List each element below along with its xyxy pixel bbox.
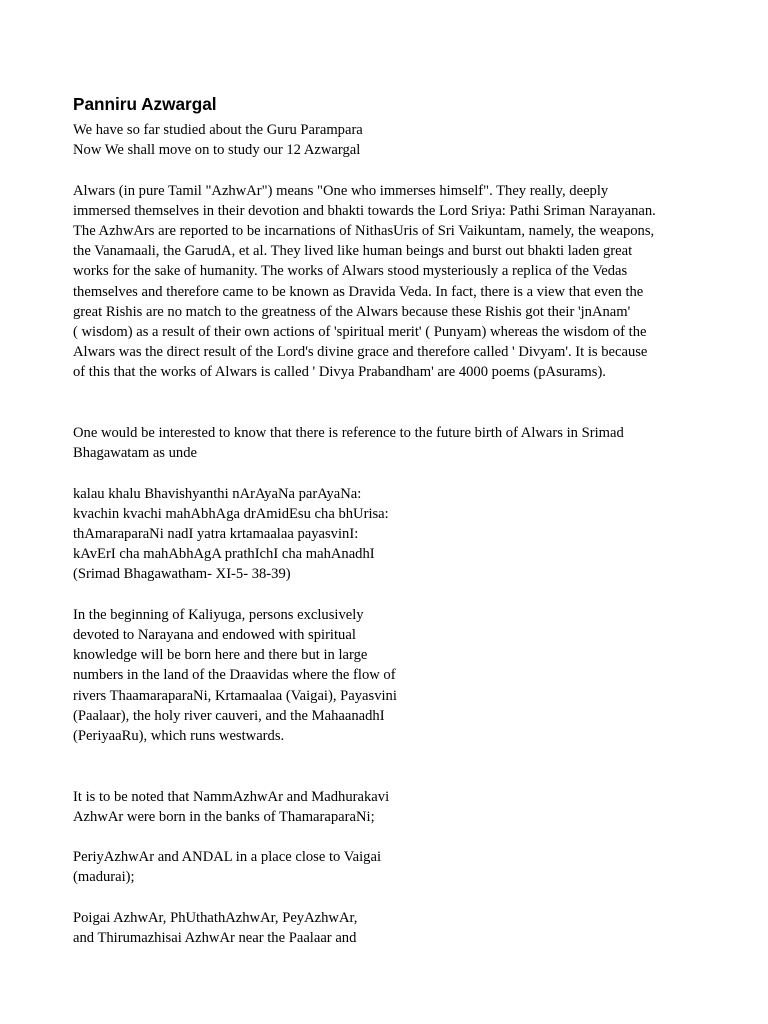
translation-line: knowledge will be born here and there but in large (73, 647, 368, 664)
translation-line: rivers ThaamaraparaNi, Krtamaalaa (Vaigai), Payasvini (73, 687, 397, 704)
page-title: Panniru Azwargal (73, 94, 217, 114)
paragraph-line: the Vanamaali, the GarudA, et al. They lived like human beings and burst out bhakti laden great (73, 243, 633, 260)
intro-line: We have so far studied about the Guru Parampara (73, 122, 363, 138)
nammazhwar-note (73, 787, 713, 827)
translation-line: (Paalaar), the holy river cauveri, and the MahaanadhI (73, 707, 385, 724)
poigai-note (73, 908, 713, 948)
paragraph-line: Bhagawatam as unde (73, 445, 198, 462)
paragraph-line: The AzhwArs are reported to be incarnations of NithasUris of Sri Vaikuntam, namely, the weapons, (73, 223, 655, 239)
note-line: (madurai); (73, 869, 135, 886)
paragraph-line: Alwars was the direct result of the Lord's divine grace and therefore called ' Divyam'. It is because (73, 344, 648, 361)
paragraph-line: One would be interested to know that there is reference to the future birth of Alwars in Srimad (73, 425, 624, 442)
paragraph-line: works for the sake of humanity. The works of Alwars stood mysteriously a replica of the Vedas (73, 263, 628, 280)
paragraph-line: Alwars (in pure Tamil "AzhwAr") means "One who immerses himself". They really, deeply (73, 182, 609, 199)
sanskrit-verse (73, 484, 713, 585)
note-line: and Thirumazhisai AzhwAr near the Paalaar and (73, 930, 357, 947)
note-line: It is to be noted that NammAzhwAr and Madhurakavi (73, 788, 390, 805)
translation-line: devoted to Narayana and endowed with spiritual (73, 627, 356, 644)
document-page (73, 93, 713, 948)
verse-line: kvachin kvachi mahAbhAga drAmidEsu cha bhUrisa: (73, 505, 389, 522)
translation-paragraph (73, 605, 713, 746)
translation-line: (PeriyaaRu), which runs westwards. (73, 728, 285, 745)
note-line: Poigai AzhwAr, PhUthathAzhwAr, PeyAzhwAr, (73, 909, 358, 926)
reference-paragraph (73, 423, 713, 463)
paragraph-line: of this that the works of Alwars is called ' Divya Prabandham' are 4000 poems (pAsurams). (73, 364, 606, 381)
intro-paragraph (73, 120, 713, 160)
note-line: PeriyAzhwAr and ANDAL in a place close to Vaigai (73, 849, 382, 866)
verse-citation: (Srimad Bhagawatham- XI-5- 38-39) (73, 566, 291, 583)
paragraph-line: great Rishis are no match to the greatness of the Alwars because these Rishis got their 'jnAnam' (73, 303, 631, 320)
translation-line: numbers in the land of the Draavidas where the flow of (73, 667, 396, 684)
paragraph-line: ( wisdom) as a result of their own actions of 'spiritual merit' ( Punyam) whereas the wisdom of the (73, 324, 647, 341)
verse-line: kalau khalu Bhavishyanthi nArAyaNa parAyaNa: (73, 485, 362, 502)
periyazhwar-note (73, 847, 713, 887)
verse-line: kAvErI cha mahAbhAgA prathIchI cha mahAnadhI (73, 546, 375, 563)
intro-line: Now We shall move on to study our 12 Azwargal (73, 142, 361, 159)
paragraph-line: immersed themselves in their devotion and bhakti towards the Lord Sriya: Pathi Sriman Narayanan. (73, 202, 656, 219)
verse-line: thAmaraparaNi nadI yatra krtamaalaa payasvinI: (73, 526, 359, 543)
alwars-paragraph (73, 181, 713, 383)
paragraph-line: themselves and therefore came to be known as Dravida Veda. In fact, there is a view that even the (73, 283, 644, 300)
note-line: AzhwAr were born in the banks of ThamaraparaNi; (73, 808, 375, 825)
translation-line: In the beginning of Kaliyuga, persons exclusively (73, 606, 364, 623)
